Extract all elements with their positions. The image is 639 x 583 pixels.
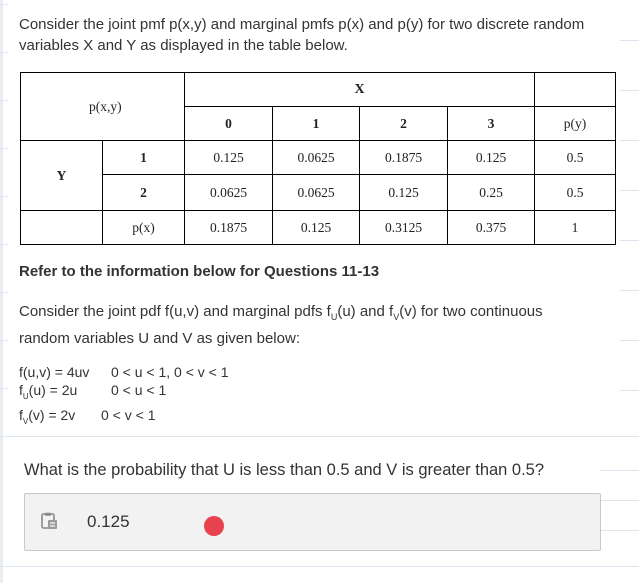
subscript: V — [393, 312, 400, 322]
text-fragment: (u) and f — [337, 303, 394, 320]
formula-lhs — [19, 381, 111, 406]
x-value-header: 1 — [273, 107, 360, 141]
py-cell: 0.5 — [535, 141, 616, 175]
x-value-header: 2 — [360, 107, 448, 141]
bg-rule — [620, 90, 639, 91]
px-cell: 0.125 — [273, 211, 360, 245]
pdf-formulas — [19, 363, 229, 431]
py-cell: 0.5 — [535, 175, 616, 211]
y-value-label: 1 — [103, 141, 185, 175]
bg-rule — [0, 388, 8, 389]
empty-cell — [21, 211, 103, 245]
bg-rule — [620, 40, 639, 41]
formula-row — [19, 363, 229, 381]
text-fragment: f — [19, 382, 23, 398]
bg-rule — [600, 470, 639, 471]
subscript: V — [22, 416, 29, 426]
consider-pdf-text — [19, 301, 619, 350]
y-axis-label: Y — [21, 141, 103, 211]
section-divider — [0, 436, 639, 437]
text-fragment: (u) = 2u — [28, 382, 78, 398]
px-label: p(x) — [103, 211, 185, 245]
refer-heading: Refer to the information below for Questions 11-13 — [19, 263, 380, 280]
y-value-label: 2 — [103, 175, 185, 211]
bg-rule — [620, 140, 639, 141]
pmf-cell: 0.25 — [448, 175, 535, 211]
px-cell: 0.375 — [448, 211, 535, 245]
text-fragment: Consider the joint pdf f(u,v) and marginal pdfs f — [19, 303, 331, 320]
formula-lhs: f(u,v) = 4uv — [19, 364, 90, 380]
formula-lhs — [19, 406, 101, 431]
question-text: What is the probability that U is less than 0.5 and V is greater than 0.5? — [24, 461, 545, 479]
bg-rule — [0, 244, 8, 245]
corner-label: p(x,y) — [21, 73, 185, 141]
empty-header-cell — [535, 73, 616, 107]
bg-rule — [620, 190, 639, 191]
bg-rule — [620, 240, 639, 241]
py-header: p(y) — [535, 107, 616, 141]
x-value-header: 3 — [448, 107, 535, 141]
x-value-header: 0 — [185, 107, 273, 141]
formula-range: 0 < u < 1 — [111, 382, 167, 398]
px-cell: 0.3125 — [360, 211, 448, 245]
clipboard-icon — [40, 512, 58, 530]
formula-row — [19, 381, 229, 406]
px-total-cell: 1 — [535, 211, 616, 245]
joint-pmf-table — [20, 72, 616, 245]
subscript: U — [330, 312, 338, 322]
bg-rule — [600, 500, 639, 501]
text-fragment: (v) = 2v — [28, 406, 76, 423]
x-axis-label: X — [185, 73, 535, 107]
answer-value: 0.125 — [87, 512, 130, 531]
bg-rule — [600, 530, 639, 531]
bg-rule — [620, 290, 639, 291]
subscript: U — [22, 391, 29, 401]
pmf-cell: 0.125 — [448, 141, 535, 175]
bg-rule — [0, 196, 8, 197]
bg-rule — [620, 390, 639, 391]
pmf-cell: 0.0625 — [273, 141, 360, 175]
bg-rule — [0, 292, 8, 293]
px-cell: 0.1875 — [185, 211, 273, 245]
pmf-cell: 0.125 — [360, 175, 448, 211]
bg-rule — [620, 340, 639, 341]
formula-range: 0 < v < 1 — [101, 406, 156, 423]
text-fragment: random variables U and V as given below: — [19, 330, 300, 347]
bg-rule — [0, 340, 8, 341]
pmf-cell: 0.1875 — [360, 141, 448, 175]
pmf-cell: 0.125 — [185, 141, 273, 175]
bg-rule — [0, 52, 8, 53]
bg-rule — [0, 566, 639, 567]
bg-rule — [0, 100, 8, 101]
formula-row — [19, 406, 229, 431]
bg-rule — [0, 4, 8, 5]
answer-field[interactable] — [24, 493, 601, 551]
pmf-cell: 0.0625 — [273, 175, 360, 211]
formula-range: 0 < u < 1, 0 < v < 1 — [111, 364, 229, 380]
bg-rule — [0, 148, 8, 149]
text-fragment: (v) for two continuous — [399, 303, 543, 320]
incorrect-status-dot — [204, 516, 224, 536]
text-fragment: f — [19, 406, 23, 423]
pmf-cell: 0.0625 — [185, 175, 273, 211]
intro-text: Consider the joint pmf p(x,y) and marginal pmfs p(x) and p(y) for two discrete random variables X and Y as displayed in the table below. — [19, 16, 585, 54]
